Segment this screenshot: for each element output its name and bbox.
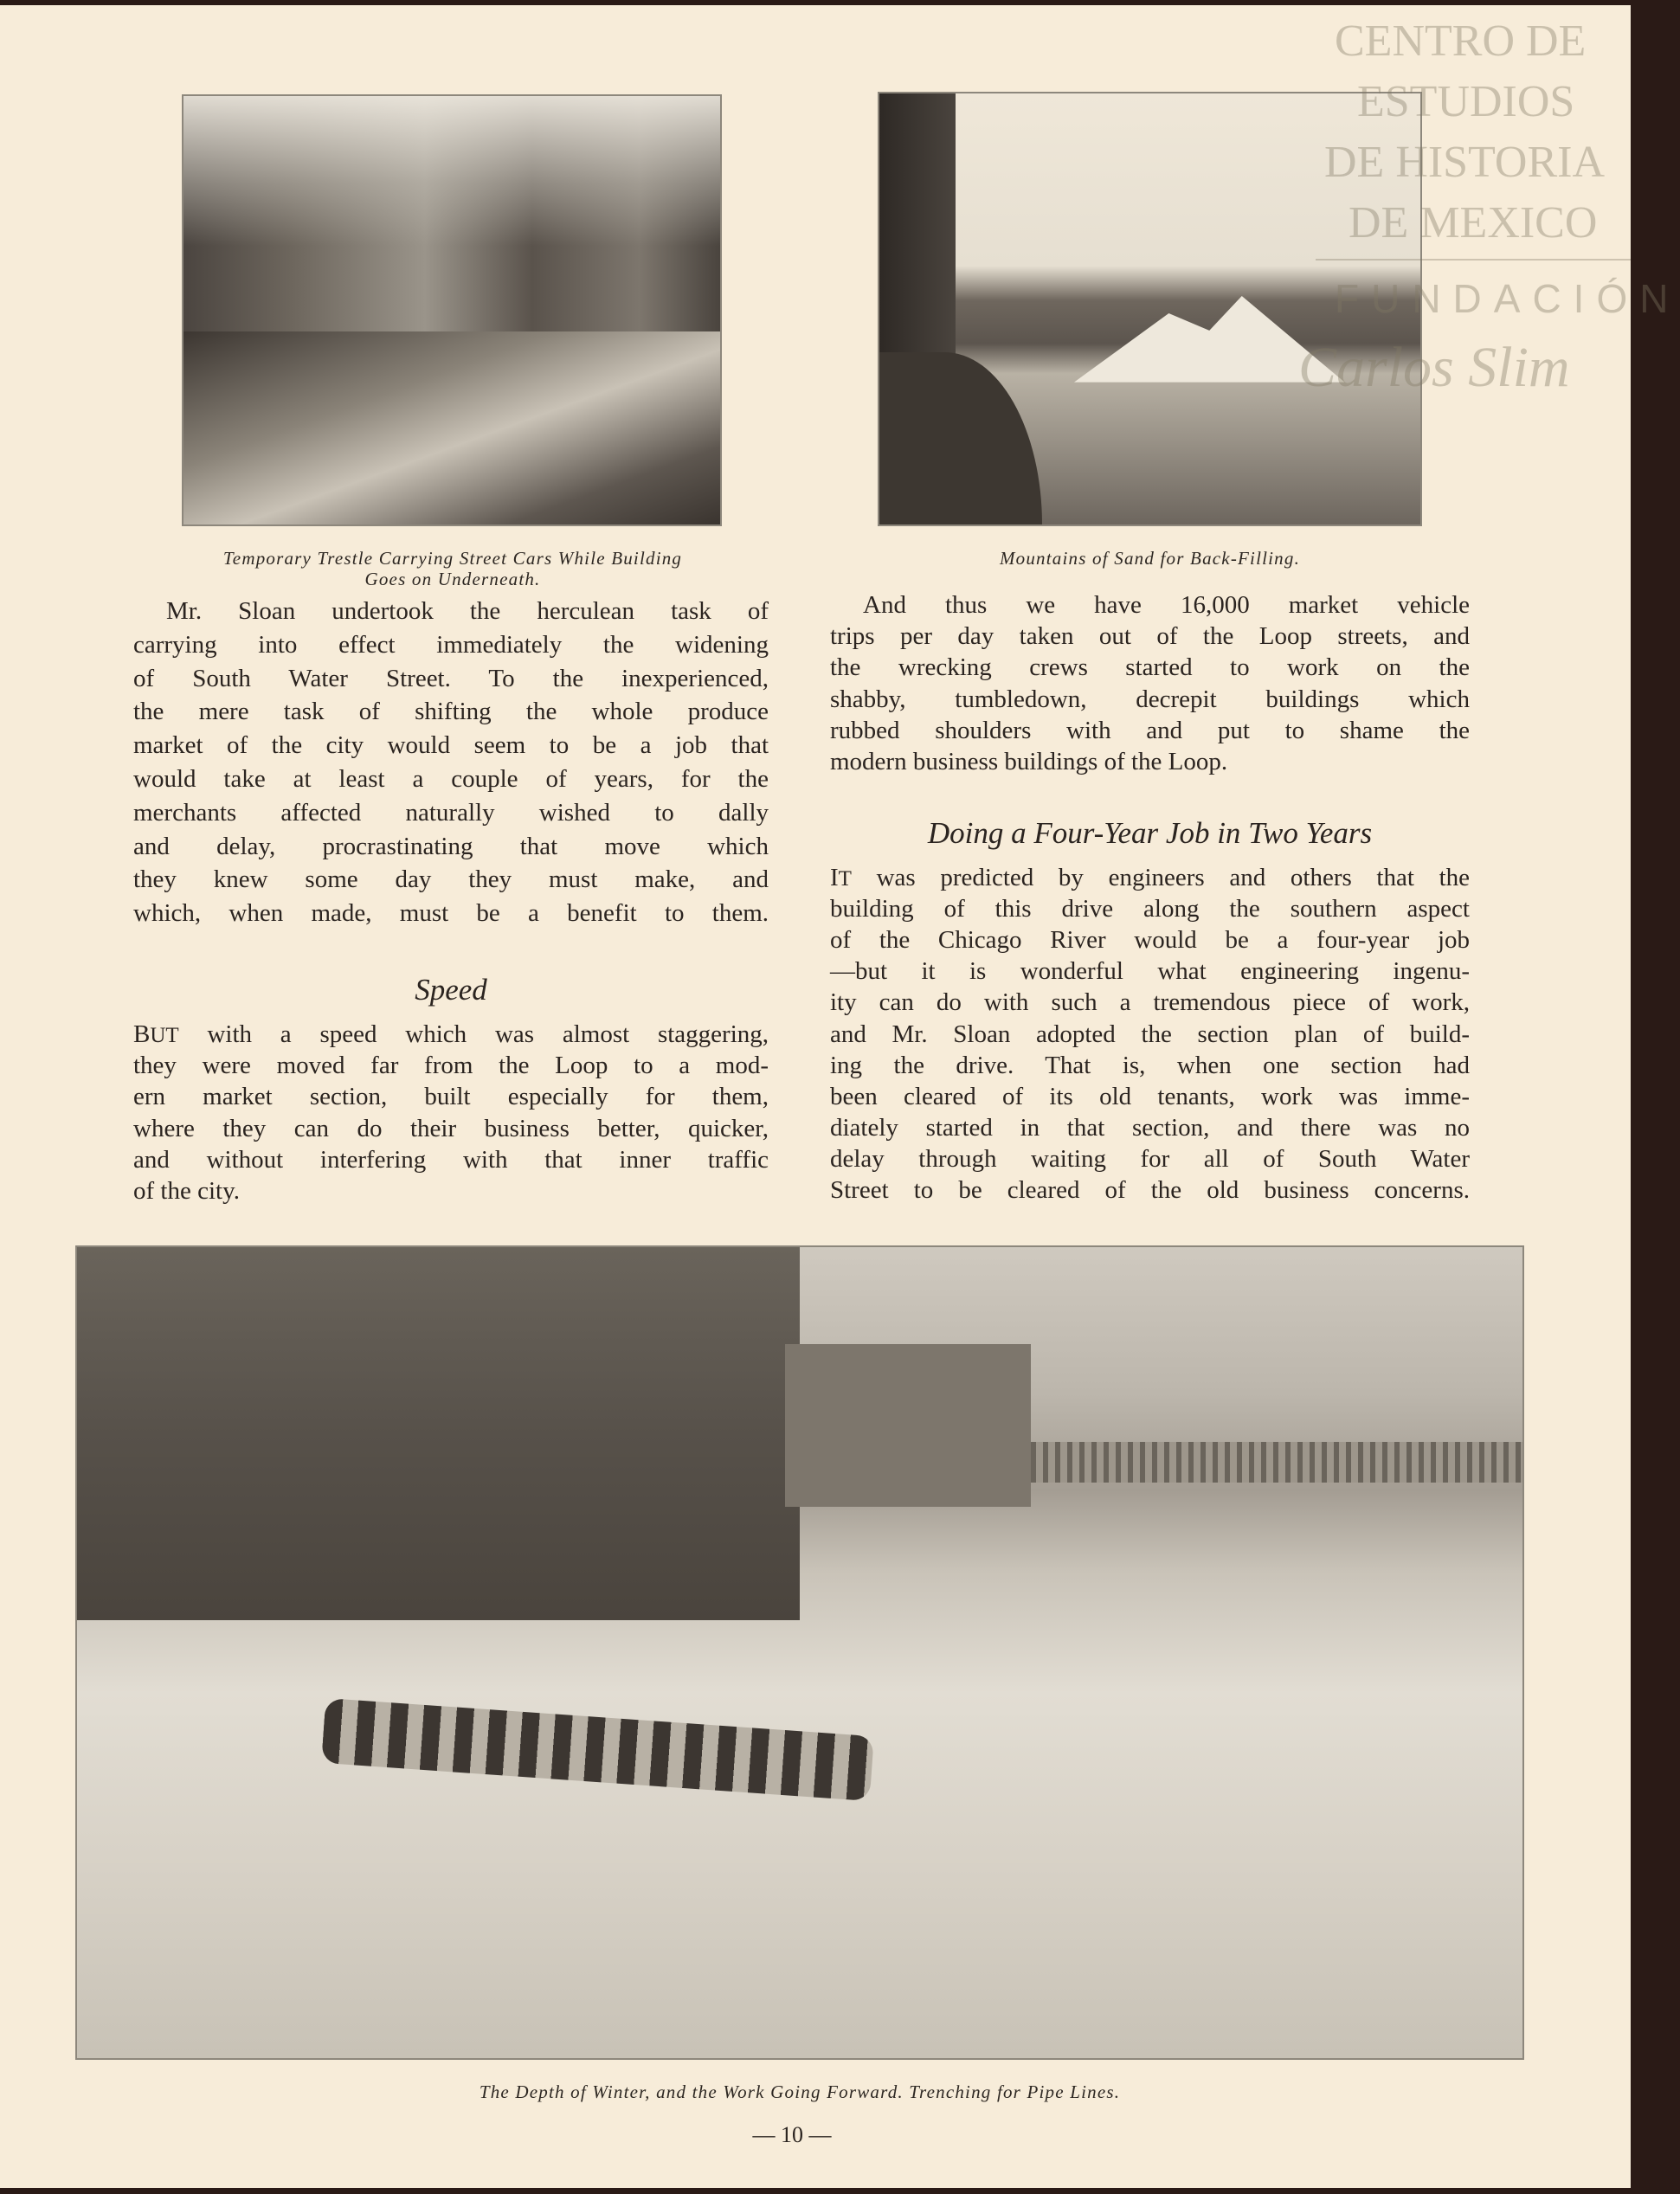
text-line: and Mr. Sloan adopted the section plan of build- bbox=[830, 1020, 1470, 1048]
text-line: And thus we have 16,000 market vehicle bbox=[863, 591, 1470, 619]
text-line: been cleared of its old tenants, work was imme- bbox=[830, 1082, 1470, 1110]
text-line: of South Water Street. To the inexperienced, bbox=[133, 664, 769, 692]
text-line: ing the drive. That is, when one section had bbox=[830, 1051, 1470, 1079]
text-line: BUT with a speed which was almost staggering, bbox=[133, 1020, 769, 1048]
photo-detail bbox=[321, 1698, 873, 1801]
document-page bbox=[0, 5, 1680, 2188]
caption-line: Goes on Underneath. bbox=[364, 569, 541, 589]
photo-detail bbox=[785, 1344, 1031, 1506]
watermark-line: ESTUDIOS bbox=[1357, 77, 1575, 126]
text-line: ity can do with such a tremendous piece of work, bbox=[830, 988, 1470, 1017]
watermark-line: DE HISTORIA bbox=[1324, 138, 1606, 187]
photo-detail bbox=[77, 1247, 800, 1620]
page-number: — 10 — bbox=[752, 2122, 832, 2147]
text-line: carrying into effect immediately the widening bbox=[133, 630, 769, 659]
text-line: Street to be cleared of the old business concerns. bbox=[830, 1176, 1470, 1204]
section-heading-speed: Speed bbox=[415, 973, 487, 1007]
text-line: ern market section, built especially for them, bbox=[133, 1083, 769, 1111]
photo-temporary-trestle bbox=[182, 94, 722, 526]
section-heading-four-year-job: Doing a Four-Year Job in Two Years bbox=[927, 816, 1373, 850]
text-line: building of this drive along the southern aspect bbox=[830, 895, 1470, 923]
photo-detail bbox=[1031, 1442, 1522, 1483]
photo-detail bbox=[183, 331, 720, 524]
text-line: IT was predicted by engineers and others that the bbox=[830, 864, 1470, 891]
text-line: —but it is wonderful what engineering ingenu- bbox=[830, 957, 1470, 986]
text-line: would take at least a couple of years, for the bbox=[133, 765, 769, 793]
text-line: merchants affected naturally wished to dally bbox=[133, 798, 769, 827]
text-line: shabby, tumbledown, decrepit buildings which bbox=[830, 685, 1470, 713]
text-line: the wrecking crews started to work on the bbox=[830, 653, 1470, 682]
watermark-fundacion: FUNDACIÓN bbox=[1335, 276, 1680, 321]
text-line: they were moved far from the Loop to a mod- bbox=[133, 1052, 769, 1080]
text-line: where they can do their business better, quicker, bbox=[133, 1114, 769, 1142]
caption-line: Temporary Trestle Carrying Street Cars While Building bbox=[222, 548, 683, 569]
photo-caption-winter: The Depth of Winter, and the Work Going Forward. Trenching for Pipe Lines. bbox=[479, 2081, 1121, 2102]
photo-caption-sand: Mountains of Sand for Back-Filling. bbox=[999, 548, 1301, 569]
text-line: of the Chicago River would be a four-year job bbox=[830, 926, 1470, 955]
text-line: trips per day taken out of the Loop streets, and bbox=[830, 622, 1470, 651]
text-line: they knew some day they must make, and bbox=[133, 865, 769, 894]
watermark-line: CENTRO DE bbox=[1335, 16, 1587, 66]
watermark-line: DE MEXICO bbox=[1349, 198, 1598, 248]
text-line: and delay, procrastinating that move which bbox=[133, 832, 769, 860]
watermark-rule bbox=[1316, 259, 1631, 261]
text-line: rubbed shoulders with and put to shame the bbox=[830, 716, 1470, 744]
text-line: of the city. bbox=[133, 1177, 240, 1205]
text-line: and without interfering with that inner traffic bbox=[133, 1145, 769, 1174]
text-line: Mr. Sloan undertook the herculean task of bbox=[166, 597, 769, 625]
text-line: modern business buildings of the Loop. bbox=[830, 748, 1228, 775]
text-line: delay through waiting for all of South Water bbox=[830, 1144, 1470, 1173]
photo-caption-trestle bbox=[173, 548, 732, 589]
text-line: the mere task of shifting the whole produce bbox=[133, 698, 769, 726]
photo-detail bbox=[879, 352, 1042, 524]
text-line: which, when made, must be a benefit to them. bbox=[133, 899, 769, 928]
text-line: market of the city would seem to be a job that bbox=[133, 731, 769, 760]
photo-winter-trenching bbox=[75, 1245, 1524, 2060]
text-line: diately started in that section, and there was no bbox=[830, 1113, 1470, 1142]
watermark-signature: Carlos Slim bbox=[1298, 336, 1570, 399]
